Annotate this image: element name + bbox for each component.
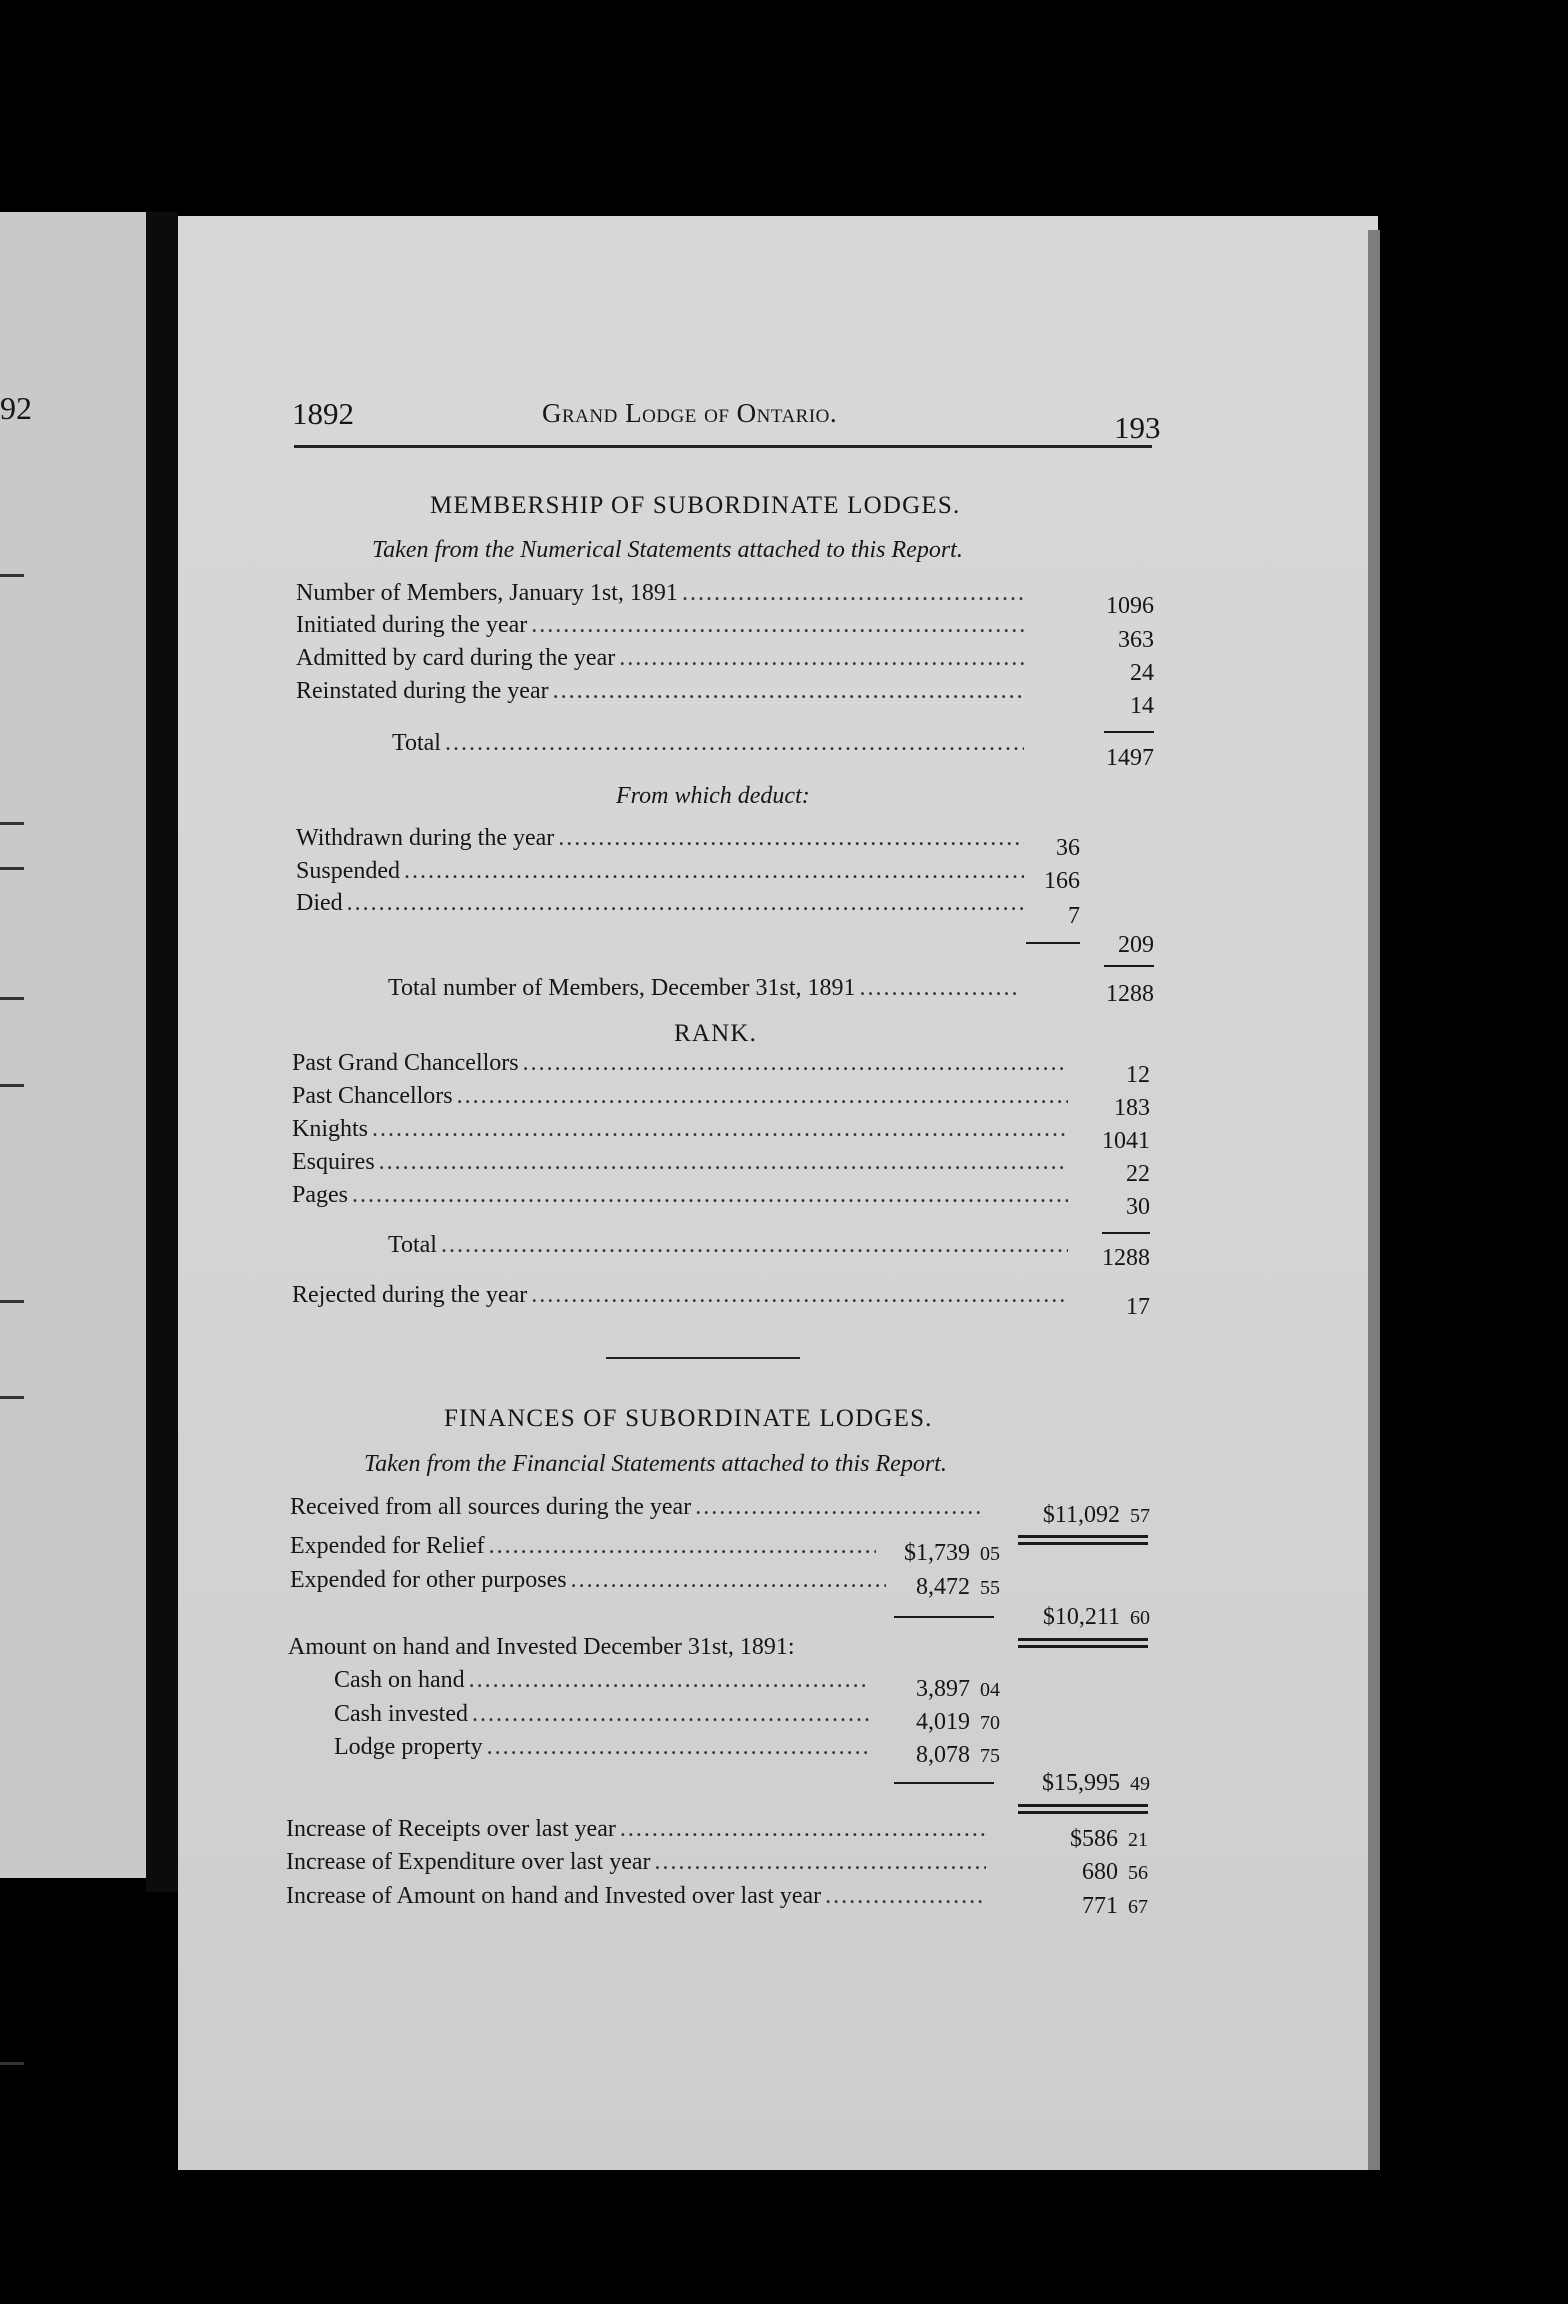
rank-row: Past Chancellors .....: [292, 1083, 1072, 1115]
book-gutter: [146, 212, 178, 1892]
membership-row: Initiated during the year .....: [296, 612, 1028, 644]
membership-total: Total .....: [392, 730, 1028, 762]
membership-row: Reinstated during the year .....: [296, 678, 1028, 710]
rank-row: Knights .....: [292, 1116, 1072, 1148]
expended-total-amount: $10,211 60: [1042, 1604, 1150, 1630]
sum-rule: [894, 1616, 994, 1618]
increase-row: Increase of Expenditure over last year .....: [286, 1849, 990, 1881]
running-header: [292, 390, 1160, 446]
double-rule: [1018, 1804, 1148, 1807]
header-rule: [294, 445, 1152, 448]
header-year: 1892: [292, 396, 354, 431]
expended-other-amount: 8,472 55: [916, 1574, 1000, 1600]
rank-row-value: 30: [1126, 1194, 1150, 1220]
sum-rule: [1026, 942, 1080, 944]
membership-row-value: 24: [1130, 660, 1154, 686]
double-rule: [1018, 1811, 1148, 1814]
deduct-row: Withdrawn during the year .....: [296, 825, 1028, 857]
membership-total-value: 1497: [1106, 745, 1154, 771]
increase-amount: 771 67: [1082, 1893, 1148, 1919]
left-page-number: 92: [0, 390, 32, 426]
rank-row: Pages .....: [292, 1182, 1072, 1214]
expended-relief-amount: $1,739 05: [904, 1540, 1000, 1566]
left-page-fragment: [0, 212, 146, 1878]
membership-row: Number of Members, January 1st, 1891 .....: [296, 580, 1028, 612]
sum-rule: [1104, 965, 1154, 967]
increase-amount: 680 56: [1082, 1859, 1148, 1885]
rank-total: Total .....: [388, 1232, 1072, 1264]
increase-amount: $586 21: [1070, 1826, 1148, 1852]
deduct-row: Died .....: [296, 890, 1028, 922]
received-row: Received from all sources during the year .....: [290, 1494, 986, 1526]
left-page-rule: [0, 1300, 24, 1303]
header-title: Grand Lodge of Ontario.: [542, 398, 838, 428]
sum-rule: [1104, 731, 1154, 733]
increase-row: Increase of Amount on hand and Invested over last year .....: [286, 1883, 990, 1915]
left-page-rule: [0, 2062, 24, 2065]
final-total-value: 1288: [1106, 981, 1154, 1007]
deduct-total-value: 209: [1118, 932, 1154, 958]
sum-rule: [1102, 1232, 1150, 1234]
membership-heading: MEMBERSHIP OF SUBORDINATE LODGES.: [430, 492, 961, 519]
rejected-row: Rejected during the year .....: [292, 1282, 1072, 1314]
left-page-rule: [0, 867, 24, 870]
membership-row-value: 363: [1118, 627, 1154, 653]
double-rule: [1018, 1542, 1148, 1545]
rank-total-value: 1288: [1102, 1245, 1150, 1271]
on-hand-row: Cash invested .....: [334, 1701, 874, 1733]
page-edge-shadow: [1368, 230, 1380, 2170]
on-hand-heading: Amount on hand and Invested December 31st, 1891:: [288, 1634, 795, 1660]
rank-row-value: 1041: [1102, 1128, 1150, 1154]
received-amount: $11,092 57: [1042, 1502, 1150, 1528]
left-page-rule: [0, 1084, 24, 1087]
increase-row: Increase of Receipts over last year .....: [286, 1816, 990, 1848]
on-hand-row-amount: 4,019 70: [916, 1709, 1000, 1735]
section-divider: [606, 1357, 800, 1359]
rejected-value: 17: [1126, 1294, 1150, 1320]
double-rule: [1018, 1638, 1148, 1641]
final-total: Total number of Members, December 31st, 1891 .....: [388, 975, 1020, 1007]
rank-row: Past Grand Chancellors .....: [292, 1050, 1072, 1082]
rank-row-value: 183: [1114, 1095, 1150, 1121]
rank-row-value: 12: [1126, 1062, 1150, 1088]
deduct-row-value: 7: [1068, 903, 1080, 929]
on-hand-total-amount: $15,995 49: [1042, 1770, 1150, 1796]
deduct-row: Suspended .....: [296, 858, 1028, 890]
page-number: 193: [1114, 410, 1161, 445]
finances-subheading: Taken from the Financial Statements attached to this Report.: [364, 1451, 947, 1477]
membership-row-value: 1096: [1106, 593, 1154, 619]
double-rule: [1018, 1535, 1148, 1538]
expended-relief-row: Expended for Relief .....: [290, 1533, 880, 1565]
on-hand-row: Cash on hand .....: [334, 1667, 874, 1699]
left-page-rule: [0, 574, 24, 577]
on-hand-row-amount: 8,078 75: [916, 1742, 1000, 1768]
expended-other-row: Expended for other purposes .....: [290, 1567, 890, 1599]
double-rule: [1018, 1645, 1148, 1648]
membership-subheading: Taken from the Numerical Statements attached to this Report.: [372, 537, 963, 563]
membership-row-value: 14: [1130, 693, 1154, 719]
deduct-row-value: 166: [1044, 868, 1080, 894]
on-hand-row: Lodge property .....: [334, 1734, 874, 1766]
left-page-rule: [0, 1396, 24, 1399]
left-page-rule: [0, 997, 24, 1000]
rank-heading: RANK.: [674, 1020, 758, 1047]
rank-row-value: 22: [1126, 1161, 1150, 1187]
on-hand-row-amount: 3,897 04: [916, 1676, 1000, 1702]
left-page-rule: [0, 822, 24, 825]
membership-row: Admitted by card during the year .....: [296, 645, 1028, 677]
sum-rule: [894, 1782, 994, 1784]
finances-heading: FINANCES OF SUBORDINATE LODGES.: [444, 1405, 933, 1432]
rank-row: Esquires .....: [292, 1149, 1072, 1181]
deduct-row-value: 36: [1056, 835, 1080, 861]
deduct-heading: From which deduct:: [616, 783, 810, 809]
